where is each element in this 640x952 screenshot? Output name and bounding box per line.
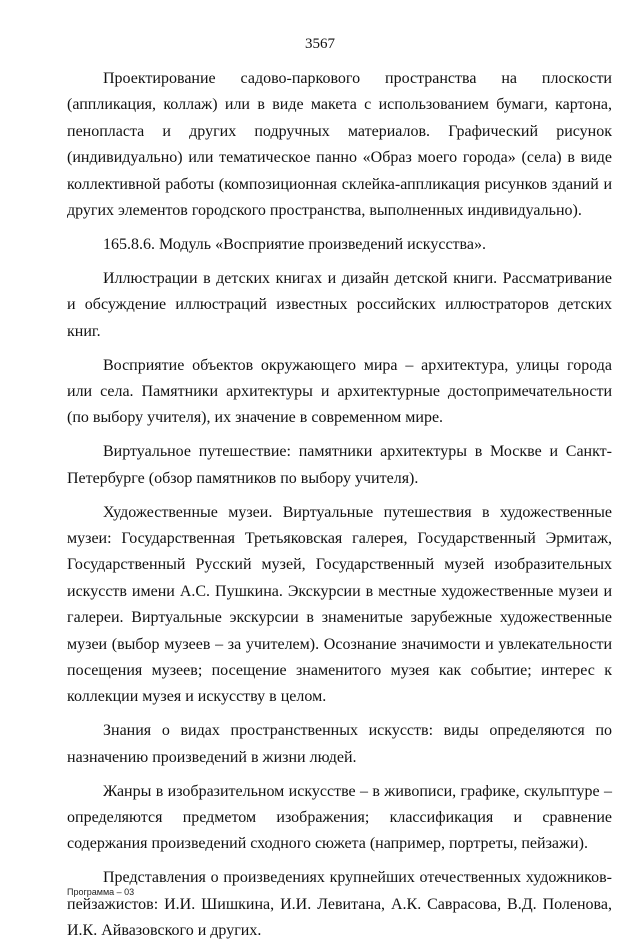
paragraph-landscape-painters: Представления о произведениях крупнейших отечественных художников-пейзажистов: И.И. Шишкина, И.И. Левитана, А.К. Саврасова, В.Д. Поленова, И.К. Айвазовского и других. bbox=[67, 869, 612, 940]
paragraph-virtual-journey: Виртуальное путешествие: памятники архитектуры в Москве и Санкт-Петербурге (обзор памятников по выбору учителя). bbox=[67, 443, 612, 487]
paragraph-genres: Жанры в изобразительном искусстве – в живописи, графике, скульптуре – определяются предметом изображения; классификация и сравнение содержания произведений сходного сюжета (например, портреты, пейзажи). bbox=[67, 782, 612, 853]
paragraph-architecture-perception: Восприятие объектов окружающего мира – архитектура, улицы города или села. Памятники архитектуры и архитектурные достопримечательности (по выбору учителя), их значение в современном мире. bbox=[67, 356, 612, 427]
footer-program-label: Программа – 03 bbox=[67, 887, 135, 897]
section-heading-module: 165.8.6. Модуль «Восприятие произведений искусства». bbox=[103, 235, 486, 253]
paragraph-art-museums: Художественные музеи. Виртуальные путешествия в художественные музеи: Государственная Третьяковская галерея, Государственный Эрмитаж, Государственный Русский музей, Государственный музей изобразительных искусств имени А.С. Пушкина. Экскурсии в местные художественные музеи и галереи. Виртуальные экскурсии в знаменитые зарубежные художественные музеи (выбор музеев – за учителем). Осознание значимости и увлекательности посещения музеев; посещение знаменитого музея как событие; интерес к коллекции музея и искусству в целом. bbox=[67, 503, 612, 706]
paragraph-garden-design: Проектирование садово-паркового пространства на плоскости (аппликация, коллаж) или в виде макета с использованием бумаги, картона, пенопласта и других подручных материалов. Графический рисунок (индивидуально) или тематическое панно «Образ моего города» (села) в виде коллективной работы (композиционная склейка-аппликация рисунков зданий и других элементов городского пространства, выполненных индивидуально). bbox=[67, 70, 612, 220]
page-number: 3567 bbox=[305, 36, 335, 52]
paragraph-book-illustrations: Иллюстрации в детских книгах и дизайн детской книги. Рассматривание и обсуждение иллюстраций известных российских иллюстраторов детских книг. bbox=[67, 269, 612, 340]
document-body bbox=[67, 66, 612, 952]
paragraph-spatial-arts: Знания о видах пространственных искусств: виды определяются по назначению произведений в жизни людей. bbox=[67, 722, 612, 766]
